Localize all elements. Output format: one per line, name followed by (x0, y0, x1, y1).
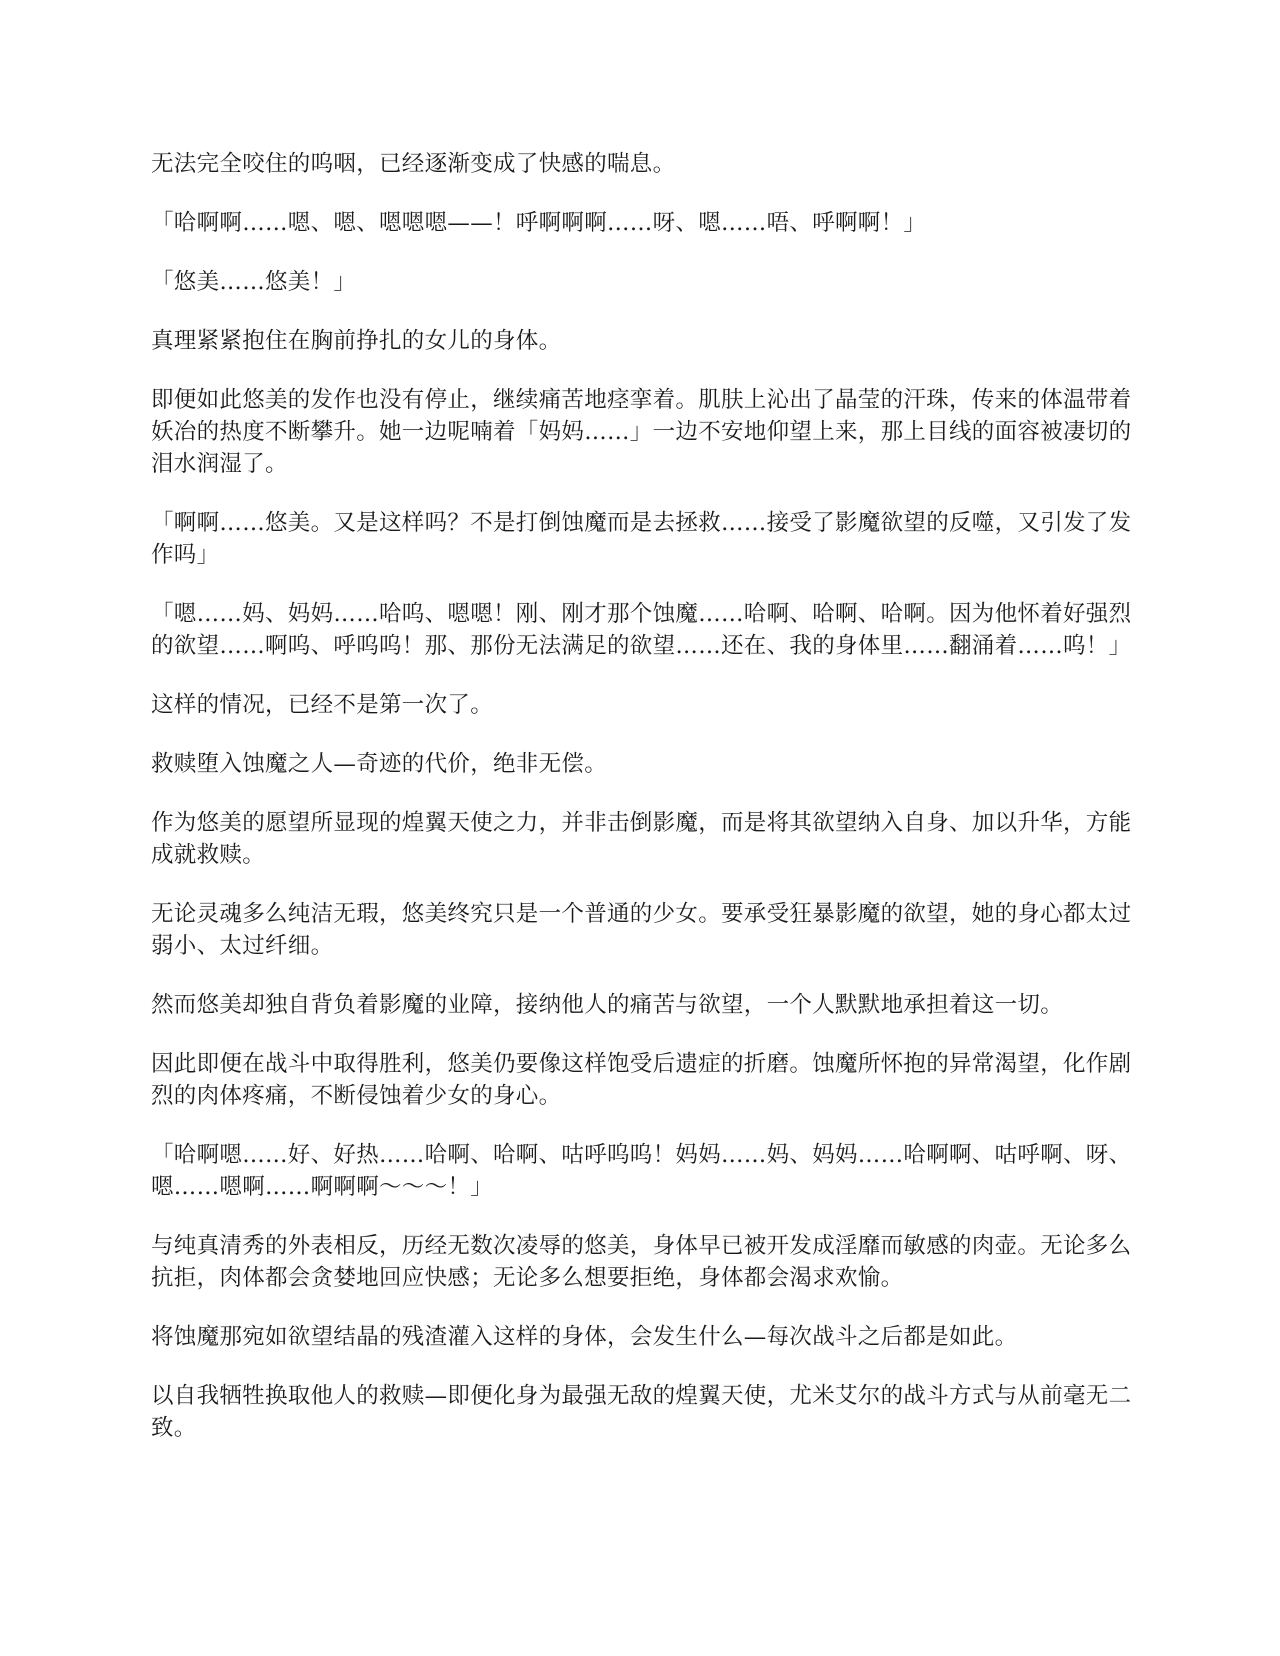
paragraph: 即便如此悠美的发作也没有停止，继续痛苦地痉挛着。肌肤上沁出了晶莹的汗珠，传来的体温带着妖冶的热度不断攀升。她一边呢喃着「妈妈……」一边不安地仰望上来，那上目线的面容被凄切的泪水润湿了。 (151, 387, 1132, 477)
paragraph: 无论灵魂多么纯洁无瑕，悠美终究只是一个普通的少女。要承受狂暴影魔的欲望，她的身心都太过弱小、太过纤细。 (151, 901, 1132, 959)
paragraph: 因此即便在战斗中取得胜利，悠美仍要像这样饱受后遗症的折磨。蚀魔所怀抱的异常渴望，化作剧烈的肉体疼痛，不断侵蚀着少女的身心。 (151, 1051, 1132, 1109)
paragraph: 将蚀魔那宛如欲望结晶的残渣灌入这样的身体，会发生什么—每次战斗之后都是如此。 (151, 1324, 1018, 1350)
paragraph: 「哈啊嗯……好、好热……哈啊、哈啊、咕呼呜呜！妈妈……妈、妈妈……哈啊啊、咕呼啊、呀、嗯……嗯啊……啊啊啊～～～！」 (151, 1142, 1132, 1200)
paragraph: 「啊啊……悠美。又是这样吗？不是打倒蚀魔而是去拯救……接受了影魔欲望的反噬，又引发了发作吗」 (151, 510, 1132, 568)
paragraph: 无法完全咬住的呜咽，已经逐渐变成了快感的喘息。 (151, 151, 676, 177)
paragraph: 「哈啊啊……嗯、嗯、嗯嗯嗯——！呼啊啊啊……呀、嗯……唔、呼啊啊！」 (151, 210, 927, 236)
text-body (151, 148, 1141, 1471)
paragraph: 「悠美……悠美！」 (151, 269, 357, 295)
paragraph: 作为悠美的愿望所显现的煌翼天使之力，并非击倒影魔，而是将其欲望纳入自身、加以升华，方能成就救赎。 (151, 810, 1132, 868)
paragraph: 然而悠美却独自背负着影魔的业障，接纳他人的痛苦与欲望，一个人默默地承担着这一切。 (151, 992, 1064, 1018)
paragraph: 「嗯……妈、妈妈……哈呜、嗯嗯！刚、刚才那个蚀魔……哈啊、哈啊、哈啊。因为他怀着好强烈的欲望……啊呜、呼呜呜！那、那份无法满足的欲望……还在、我的身体里……翻涌着……呜！」 (151, 601, 1132, 659)
paragraph: 与纯真清秀的外表相反，历经无数次凌辱的悠美，身体早已被开发成淫靡而敏感的肉壶。无论多么抗拒，肉体都会贪婪地回应快感；无论多么想要拒绝，身体都会渴求欢愉。 (151, 1233, 1132, 1291)
paragraph: 真理紧紧抱住在胸前挣扎的女儿的身体。 (151, 328, 562, 354)
paragraph: 救赎堕入蚀魔之人—奇迹的代价，绝非无偿。 (151, 751, 608, 777)
paragraph: 这样的情况，已经不是第一次了。 (151, 692, 494, 718)
paragraph: 以自我牺牲换取他人的救赎—即便化身为最强无敌的煌翼天使，尤米艾尔的战斗方式与从前毫无二致。 (151, 1383, 1132, 1441)
